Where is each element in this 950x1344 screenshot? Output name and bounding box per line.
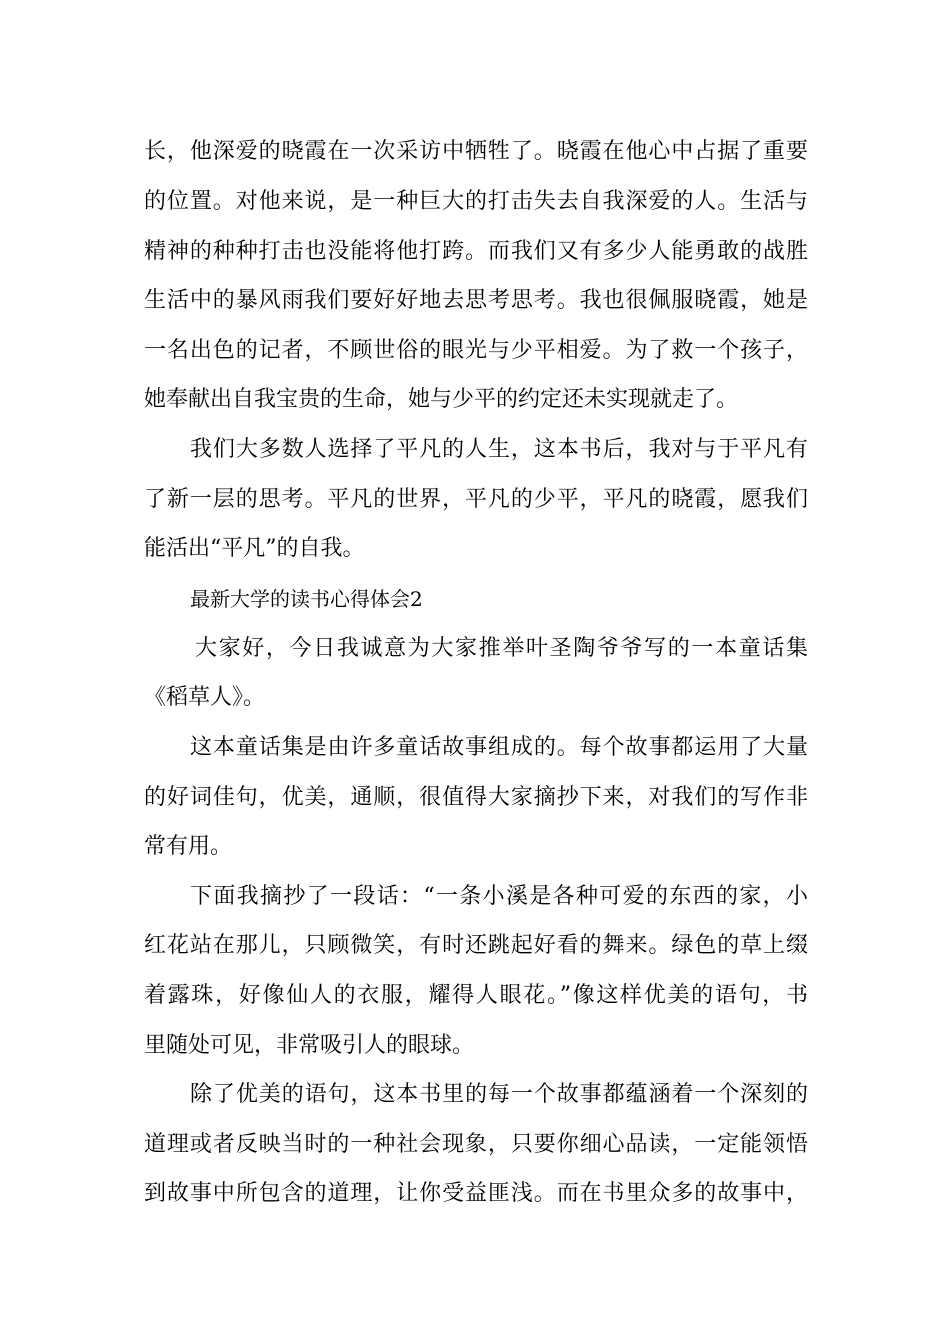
text-line: 红花站在那儿，只顾微笑，有时还跳起好看的舞来。绿色的草上缀	[144, 933, 808, 958]
text-line: 的好词佳句，优美，通顺，很值得大家摘抄下来，对我们的写作非	[144, 785, 808, 810]
text-line: 大家好，今日我诚意为大家推举叶圣陶爷爷写的一本童话集	[195, 636, 808, 661]
text-line: 能活出“平凡”的自我。	[144, 536, 365, 561]
text-line: 生活中的暴风雨我们要好好地去思考思考。我也很佩服晓霞，她是	[144, 288, 808, 313]
text-line: 道理或者反映当时的一种社会现象，只要你细心品读，一定能领悟	[144, 1132, 808, 1157]
text-line: 《稻草人》。	[144, 685, 266, 710]
text-line: 一名出色的记者，不顾世俗的眼光与少平相爱。为了救一个孩子，	[144, 338, 808, 363]
section-heading: 最新大学的读书心得体会2	[190, 587, 423, 611]
text-line: 里随处可见，非常吸引人的眼球。	[144, 1033, 475, 1058]
text-line: 精神的种种打击也没能将他打跨。而我们又有多少人能勇敢的战胜	[144, 239, 808, 264]
text-line: 除了优美的语句，这本书里的每一个故事都蕴涵着一个深刻的	[190, 1082, 808, 1107]
text-line: 常有用。	[144, 834, 233, 859]
text-line: 下面我摘抄了一段话：“一条小溪是各种可爱的东西的家，小	[190, 884, 808, 909]
text-line: 着露珠，好像仙人的衣服，耀得人眼花。”像这样优美的语句，书	[144, 983, 808, 1008]
text-line: 我们大多数人选择了平凡的人生，这本书后，我对与于平凡有	[190, 437, 808, 462]
text-line: 她奉献出自我宝贵的生命，她与少平的约定还未实现就走了。	[144, 387, 739, 412]
text-line: 这本童话集是由许多童话故事组成的。每个故事都运用了大量	[190, 735, 808, 760]
text-line: 长，他深爱的晓霞在一次采访中牺牲了。晓霞在他心中占据了重要	[144, 139, 808, 164]
text-line: 了新一层的思考。平凡的世界，平凡的少平，平凡的晓霞，愿我们	[144, 487, 808, 512]
text-line: 的位置。对他来说，是一种巨大的打击失去自我深爱的人。生活与	[144, 189, 808, 214]
text-line: 到故事中所包含的道理，让你受益匪浅。而在书里众多的故事中，	[144, 1181, 808, 1206]
